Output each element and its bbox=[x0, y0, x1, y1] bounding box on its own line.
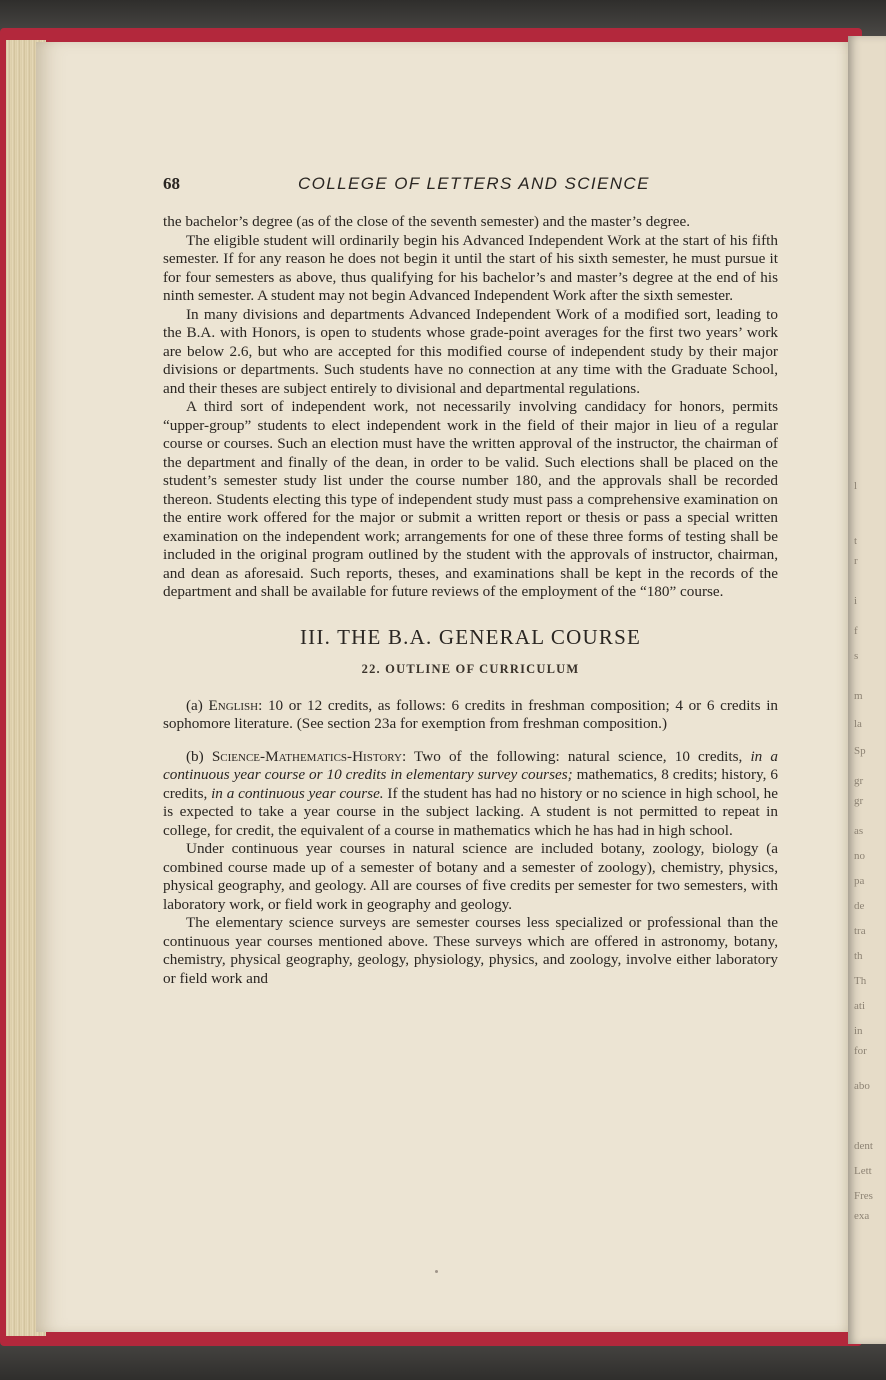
item-text: mathematics, 8 credits; history, 6 credits, bbox=[163, 766, 778, 802]
adjacent-page-fragment: la bbox=[854, 718, 862, 730]
item-label: English bbox=[208, 696, 259, 714]
adjacent-page-fragment: no bbox=[854, 850, 865, 862]
adjacent-page-fragment: r bbox=[854, 555, 858, 567]
item-label: Science-Mathematics-History bbox=[211, 747, 402, 765]
adjacent-page-fragment: pa bbox=[854, 875, 865, 887]
paragraph: Under continuous year courses in natural science are included botany, zoology, biology (a combined course made up of a semester of botany and a semester of zoology), chemistry, physics, physical geography, and geology. All are courses of five credits per semester for two semesters, with laboratory work, or field work in geography and geology. bbox=[163, 840, 778, 913]
adjacent-page-fragment: tra bbox=[854, 925, 866, 937]
item-text: : 10 or 12 credits, as follows: 6 credits in freshman composition; 4 or 6 credits in sophomore literature. (See section 23a for exemption from freshman composition.) bbox=[163, 696, 779, 732]
adjacent-page-fragment: t bbox=[854, 535, 858, 547]
curriculum-item-b bbox=[163, 748, 778, 841]
adjacent-page-fragment: l bbox=[854, 480, 858, 492]
paragraph: The elementary science surveys are semester courses less specialized or professional than the continuous year courses mentioned above. These surveys which are offered in astronomy, botany, chemistry, physical geography, geology, physiology, physics, and zoology, involve either laboratory or field work and bbox=[163, 914, 778, 987]
adjacent-page-fragment: for bbox=[854, 1045, 867, 1057]
adjacent-page-fragment: exa bbox=[854, 1210, 870, 1222]
item-italic: in a continuous year course or 10 credits in elementary survey courses; bbox=[163, 747, 778, 783]
running-head: COLLEGE OF LETTERS AND SCIENCE bbox=[298, 174, 650, 193]
paragraph: the bachelor’s degree (as of the close of the seventh semester) and the master’s degree. bbox=[163, 213, 690, 230]
adjacent-page-fragment: i bbox=[854, 595, 858, 607]
adjacent-page-fragment: f bbox=[854, 625, 858, 637]
adjacent-page-fragment: Fres bbox=[854, 1190, 873, 1202]
adjacent-page-fragment: s bbox=[854, 650, 859, 662]
paragraph: A third sort of independent work, not necessarily involving candidacy for honors, permits “upper-group” students to elect independent work in the field of their major in lieu of a regular course or courses. Such an election must have the written approval of the instructor, the chairman of the department and finally of the dean, in order to be valid. Such elections shall be placed on the student’s semester study list under the course number 180, and the approvals shall be recorded thereon. Students electing this type of independent study must pass a comprehensive examination on the entire work offered for the major or submit a written report or thesis or pass a special written examination on the independent work; arrangements for one of these three forms of testing shall be included in the original program outlined by the student with the approvals of instructor, chairman, and dean as aforesaid. Such reports, theses, and examinations shall be kept in the records of the department and shall be available for future reviews of the employment of the “180” course. bbox=[163, 398, 778, 600]
adjacent-page-fragment: dent bbox=[854, 1140, 873, 1152]
adjacent-page-fragment: gr bbox=[854, 775, 864, 787]
item-prefix: (b) bbox=[186, 747, 212, 765]
adjacent-page-fragment: m bbox=[854, 690, 863, 702]
section-heading bbox=[163, 624, 778, 649]
adjacent-page-fragment: as bbox=[854, 825, 864, 837]
item-text: If the student has had no history or no science in high school, he is expected to take a year course in the subject lacking. A student is not permitted to repeat in college, for credit, the equivalent of a course in mathematics which he has had in high school. bbox=[163, 784, 778, 839]
spacer bbox=[163, 734, 778, 748]
adjacent-page-fragment: Lett bbox=[854, 1165, 872, 1177]
item-italic: in a continuous year course. bbox=[211, 784, 384, 802]
page-body bbox=[163, 213, 778, 988]
curriculum-item-a bbox=[163, 697, 778, 734]
adjacent-page bbox=[848, 36, 886, 1344]
item-prefix: (a) bbox=[186, 696, 209, 714]
adjacent-page-fragment: th bbox=[854, 950, 863, 962]
adjacent-page-fragment: in bbox=[854, 1025, 863, 1037]
page-header bbox=[163, 174, 778, 196]
adjacent-page-fragment: ati bbox=[854, 1000, 865, 1012]
page-speck bbox=[435, 1270, 438, 1273]
adjacent-page-fragment: abo bbox=[854, 1080, 870, 1092]
adjacent-page-fragment: de bbox=[854, 900, 865, 912]
adjacent-page-fragment: gr bbox=[854, 795, 864, 807]
section-heading-text: III. THE B.A. GENERAL COURSE bbox=[299, 624, 641, 649]
item-text: : Two of the following: natural science, 10 credits, bbox=[401, 747, 751, 765]
adjacent-page-fragment: Sp bbox=[854, 745, 866, 757]
paragraph: In many divisions and departments Advanced Independent Work of a modified sort, leading to the B.A. with Honors, is open to students whose grade-point averages for the first two years’ work are below 2.6, but who are accepted for this modified course of independent study by their major divisions or departments. Such students have no connection at any time with the Graduate School, and their theses are subject entirely to divisional and departmental regulations. bbox=[163, 305, 778, 397]
page-number: 68 bbox=[163, 174, 180, 193]
section-subheading: 22. OUTLINE OF CURRICULUM bbox=[361, 662, 580, 676]
adjacent-page-fragment: Th bbox=[854, 975, 867, 987]
paragraph: The eligible student will ordinarily begin his Advanced Independent Work at the start of his fifth semester. If for any reason he does not begin it until the start of his sixth semester, he must pursue it for four semesters as above, thus qualifying for his bachelor’s and master’s degree at the end of his ninth semester. A student may not begin Advanced Independent Work after the sixth semester. bbox=[163, 231, 778, 304]
